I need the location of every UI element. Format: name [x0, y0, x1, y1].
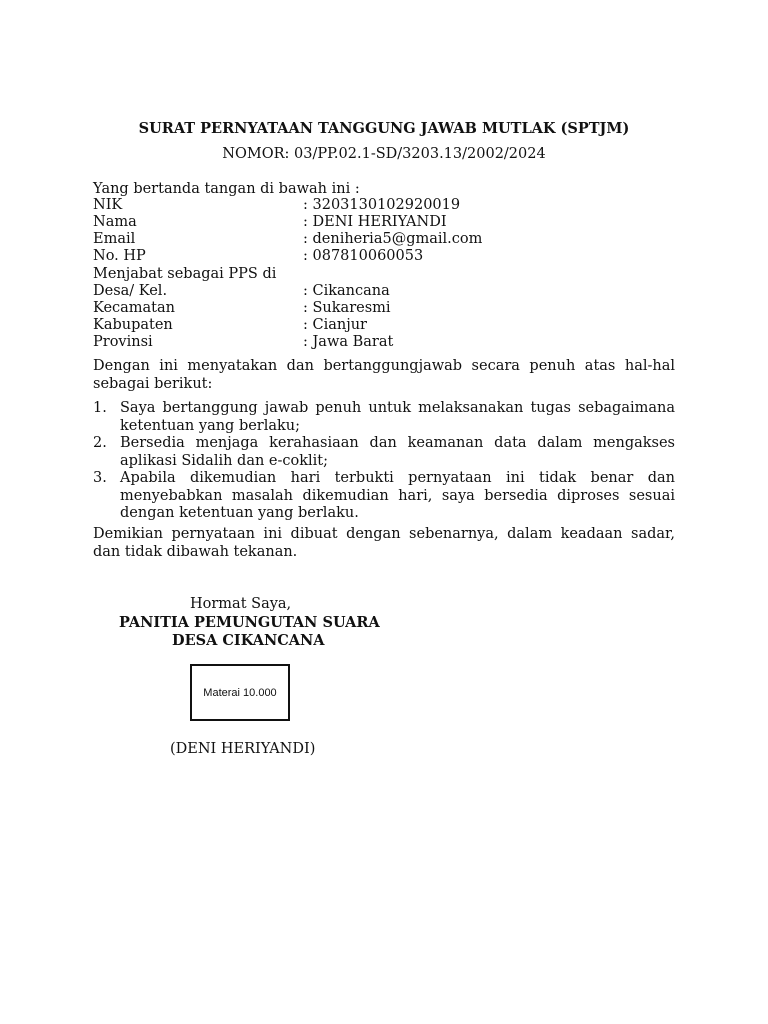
statement-list — [93, 400, 675, 523]
field-label: Kecamatan — [93, 300, 175, 316]
field-label: Kabupaten — [93, 317, 173, 333]
organization-line-1: PANITIA PEMUNGUTAN SUARA — [119, 614, 380, 631]
list-number: 2. — [93, 435, 107, 451]
list-item — [93, 470, 675, 523]
position-text: Menjabat sebagai PPS di — [93, 266, 277, 282]
stamp-duty-label: Materai 10.000 — [203, 686, 277, 699]
list-text: Bersedia menjaga kerahasiaan dan keamanan data dalam mengakses aplikasi Sidalih dan e-coklit; — [120, 435, 675, 469]
statement-intro: Dengan ini menyatakan dan bertanggungjawab secara penuh atas hal-hal sebagai berikut: — [93, 358, 675, 392]
field-value: : 3203130102920019 — [303, 197, 461, 213]
field-value: : DENI HERIYANDI — [303, 214, 447, 230]
greeting-text: Hormat Saya, — [190, 596, 292, 612]
field-value: : deniheria5@gmail.com — [303, 231, 483, 247]
intro-text: Yang bertanda tangan di bawah ini : — [93, 181, 360, 197]
field-label: Desa/ Kel. — [93, 283, 168, 299]
field-value: : Sukaresmi — [303, 300, 391, 316]
document-number: NOMOR: 03/PP.02.1-SD/3203.13/2002/2024 — [222, 146, 546, 162]
field-value: : Cianjur — [303, 317, 367, 333]
field-label: Provinsi — [93, 334, 153, 350]
closing-text: Demikian pernyataan ini dibuat dengan sebenarnya, dalam keadaan sadar, dan tidak dibawah tekanan. — [93, 526, 675, 560]
field-label: No. HP — [93, 248, 146, 264]
field-value: : Jawa Barat — [303, 334, 394, 350]
stamp-duty-box — [190, 664, 290, 721]
list-number: 1. — [93, 400, 107, 416]
list-text: Saya bertanggung jawab penuh untuk melaksanakan tugas sebagaimana ketentuan yang berlaku; — [120, 400, 675, 434]
list-text: Apabila dikemudian hari terbukti pernyataan ini tidak benar dan menyebabkan masalah dikemudian hari, saya bersedia diproses sesuai dengan ketentuan yang berlaku. — [120, 470, 675, 521]
field-label: Nama — [93, 214, 137, 230]
document-title: SURAT PERNYATAAN TANGGUNG JAWAB MUTLAK (SPTJM) — [138, 120, 630, 137]
list-item — [93, 400, 675, 435]
organization-line-2: DESA CIKANCANA — [172, 632, 325, 649]
signatory-name: (DENI HERIYANDI) — [170, 741, 316, 757]
list-item — [93, 435, 675, 470]
field-value: : Cikancana — [303, 283, 390, 299]
field-value: : 087810060053 — [303, 248, 424, 264]
field-label: Email — [93, 231, 136, 247]
list-number: 3. — [93, 470, 107, 486]
field-label: NIK — [93, 197, 123, 213]
